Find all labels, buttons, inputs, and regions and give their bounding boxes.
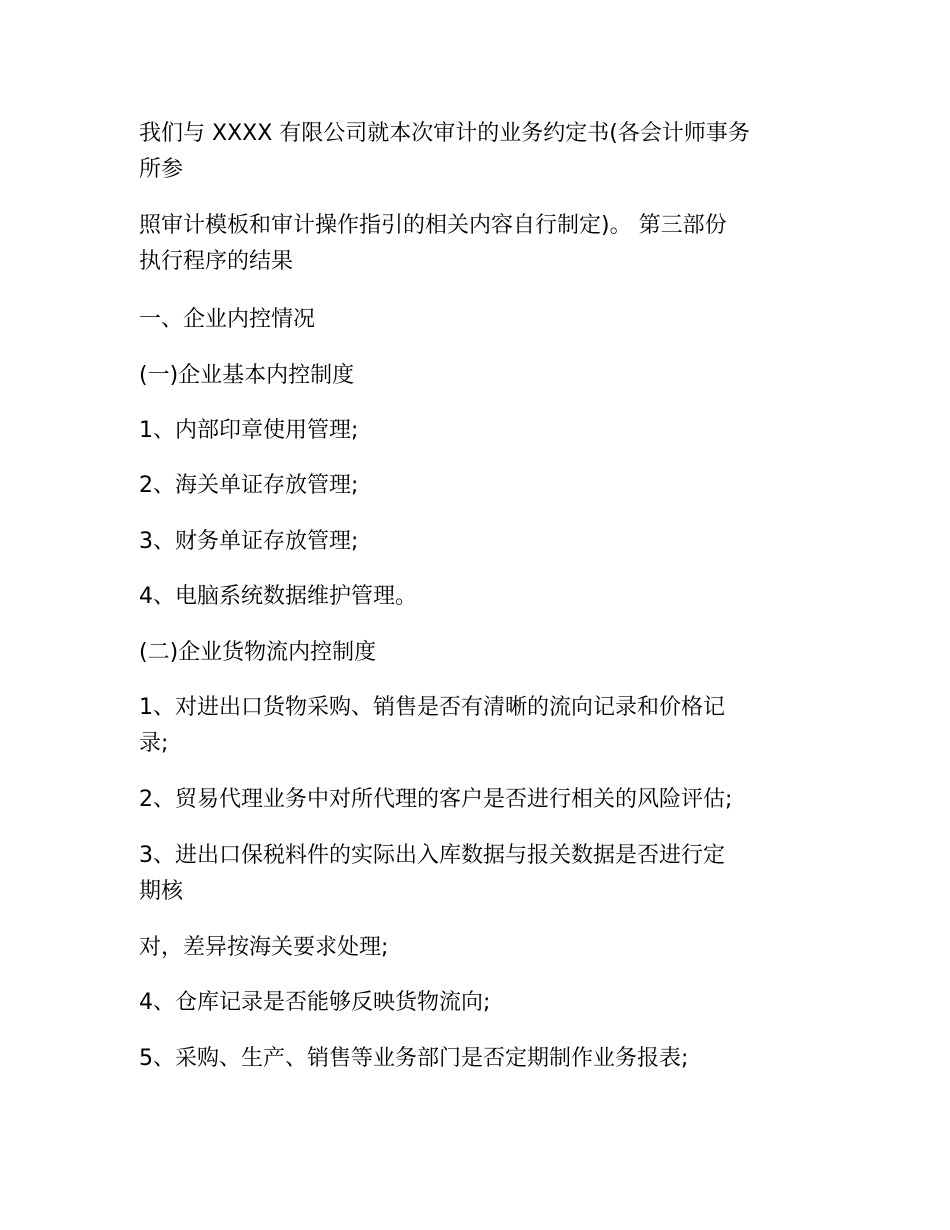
list-item-continuation <box>139 930 829 966</box>
text-line: 1、对进出口货物采购、销售是否有清晰的流向记录和价格记 <box>139 695 725 720</box>
text-line: 我们与 XXXX 有限公司就本次审计的业务约定书(各会计师事务 <box>139 121 750 146</box>
text-line: 对，差异按海关要求处理; <box>139 935 389 960</box>
text-line: 2、海关单证存放管理; <box>139 473 359 498</box>
text-line: 4、电脑系统数据维护管理。 <box>139 584 417 609</box>
subsection-heading-goods-flow <box>139 635 829 671</box>
text-line: (一)企业基本内控制度 <box>139 363 355 388</box>
text-line: 执行程序的结果 <box>139 249 294 274</box>
text-line: 所参 <box>139 157 184 182</box>
list-item <box>139 413 829 449</box>
list-item <box>139 985 829 1021</box>
paragraph-engagement-letter <box>139 116 829 188</box>
text-line: 照审计模板和审计操作指引的相关内容自行制定)。 第三部份 <box>139 213 727 238</box>
list-item <box>139 468 829 504</box>
text-line: 2、贸易代理业务中对所代理的客户是否进行相关的风险评估; <box>139 787 733 812</box>
text-line: 4、仓库记录是否能够反映货物流向; <box>139 990 491 1015</box>
text-line: 一、企业内控情况 <box>139 307 316 332</box>
subsection-heading-basic-controls <box>139 358 829 394</box>
list-item <box>139 838 829 910</box>
list-item <box>139 782 829 818</box>
text-line: 期核 <box>139 879 184 904</box>
list-item <box>139 579 829 615</box>
list-item <box>139 1041 829 1077</box>
text-line: 5、采购、生产、销售等业务部门是否定期制作业务报表; <box>139 1046 689 1071</box>
text-line: (二)企业货物流内控制度 <box>139 640 377 665</box>
list-item <box>139 690 829 762</box>
paragraph-part-three-heading <box>139 208 829 280</box>
text-line: 1、内部印章使用管理; <box>139 418 359 443</box>
text-line: 3、财务单证存放管理; <box>139 529 359 554</box>
text-line: 3、进出口保税料件的实际出入库数据与报关数据是否进行定 <box>139 843 725 868</box>
text-line: 录; <box>139 731 169 756</box>
section-heading-internal-control <box>139 302 829 338</box>
list-item <box>139 524 829 560</box>
